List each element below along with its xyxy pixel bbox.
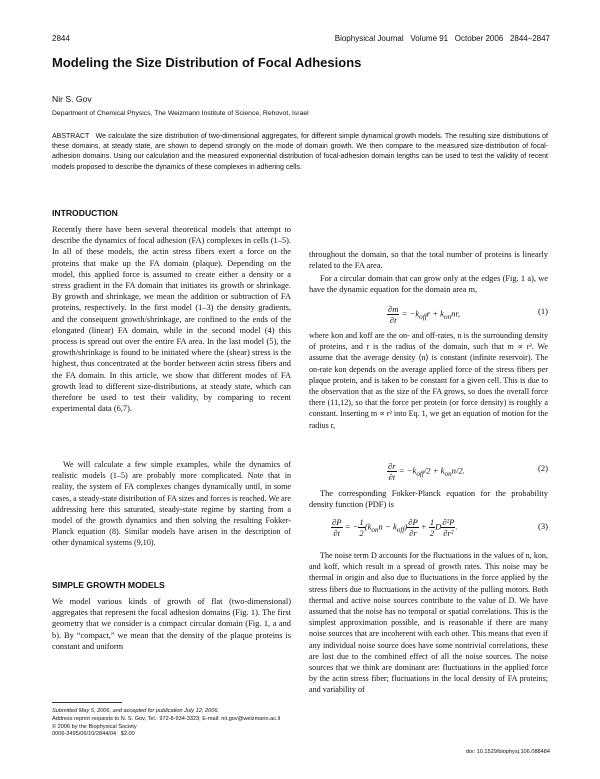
footnote-address: Address reprint requests to N. S. Gov, Tel.: 972-8-934-3323; E-mail: nir.gov@weizmann.ac.il: [52, 715, 281, 722]
footnote-submitted: Submitted May 5, 2006, and accepted for publication July 12, 2006.: [52, 708, 219, 714]
eq3-lhs-numerator: ∂P: [332, 517, 342, 527]
page-number: 2844: [52, 34, 70, 43]
doi: doi: 10.1529/biophysj.106.088484: [466, 749, 550, 755]
eq3-half-den: 2: [359, 528, 364, 538]
right-paragraph-1: throughout the domain, so that the total number of proteins is linearly related to the FA area.: [309, 250, 548, 271]
eq1-rhs-mid: r + k: [426, 308, 444, 319]
simple-growth-models-heading: SIMPLE GROWTH MODELS: [52, 580, 165, 590]
right-paragraph-3: where kon and koff are the on- and off-rates, n is the surrounding density of proteins, and r is the radius of the domain, such that m ∝ r². We assume that the average density ⟨n⟩ is constant (infinite reservoir). The on-rate kon depends on the average applied force of the stress fibers per plaque protein, and is taken to be constant for a given cell. This is due to the observation that as the size of the FA grows, so does the overall force there (11,12), so that the force per protein (or force density) is roughly a constant. Inserting m ∝ r² into Eq. 1, we get an equation of motion for the radius r,: [309, 331, 548, 430]
eq2-sub-on: on: [444, 470, 452, 479]
introduction-heading: INTRODUCTION: [52, 208, 118, 218]
eq3-paren-open: (k: [364, 521, 372, 532]
intro-paragraph-1: Recently there have been several theoretical models that attempt to describe the dynamics of focal adhesion (FA) complexes in cells (1–5). In all of these models, the actin stress fibers exert a force on the proteins that make up the FA domain (plaque). Depending on the model, this applied force is assumed to create either a density or a stress gradient in the FA domain that initiates its growth or shrinkage. By growth and shrinkage, we mean the addition or subtraction of FA proteins, respectively. In the first model (1–3) the density gradients, and the consequent growth/shrinkage, are confined to the ends of the elongated (linear) FA domain, while in the second model (4) this process is spread out over the entire FA area. In the last model (5), the growth/shrinkage is found to be initiated where the (shear) stress is the highest, thus concentrated at the border between actin stress fibers and the FA domain. In this article, we show that different modes of FA growth lead to different size-distributions, at steady state, which can therefore be used to test their validity, by comparing to recent experimental data (6,7).: [52, 225, 291, 414]
eq3-d2-den: ∂r²: [443, 528, 454, 538]
author-affiliation: Department of Chemical Physics, The Weizmann Institute of Science, Rehovot, Israel: [52, 110, 309, 117]
abstract-label: ABSTRACT: [52, 133, 90, 140]
footnote-divider: [52, 702, 122, 703]
eq1-rhs: = −k: [399, 308, 420, 319]
eq2-lhs-numerator: ∂r: [388, 461, 396, 471]
equation-1-number: (1): [537, 306, 548, 316]
right-paragraph-4: The corresponding Fokker-Planck equation for the probability density function (PDF) is: [309, 489, 548, 510]
eq2-sub-off: off: [416, 470, 424, 479]
eq3-d2-num: ∂²P: [442, 517, 455, 527]
eq3-half2-num: 1: [429, 517, 435, 527]
author-name: Nir S. Gov: [52, 94, 92, 104]
eq3-dp-den: ∂r: [409, 528, 417, 538]
eq2-lhs-denominator: ∂t: [388, 472, 396, 482]
eq3-half-num: 1: [359, 517, 364, 527]
eq3-end: .: [455, 521, 458, 532]
eq2-rhs: = −k: [396, 465, 417, 476]
equation-3-number: (3): [537, 521, 548, 531]
eq3-d: D: [435, 521, 442, 532]
eq1-sub-off: off: [419, 313, 427, 322]
eq1-lhs-denominator: ∂t: [389, 315, 397, 325]
eq3-paren-mid: n − k: [378, 521, 397, 532]
growth-paragraph-1: We model various kinds of growth of flat (two-dimensional) aggregates that represent the focal adhesion domains (Fig. 1). The first geometry that we consider is a compact circular domain (Fig. 1, a and b). By “compact,” we mean that the density of the plaque proteins is constant and uniform: [52, 597, 291, 651]
eq3-half2-den: 2: [429, 528, 435, 538]
equation-2: [309, 457, 548, 481]
eq3-lhs-denominator: ∂t: [333, 528, 341, 538]
footnote-copyright: © 2006 by the Biophysical Society: [52, 723, 137, 730]
footnotes: [52, 708, 291, 739]
abstract: [52, 132, 548, 173]
eq2-rhs-mid: /2 + k: [423, 465, 445, 476]
eq1-lhs-numerator: ∂m: [388, 304, 399, 314]
eq1-rhs-end: nr,: [451, 308, 460, 319]
eq3-paren-close: ): [404, 521, 408, 532]
intro-paragraph-2: We will calculate a few simple examples, while the dynamics of realistic models (1–5) are probably more complicated. Note that in reality, the system of FA complexes changes dynamically until, in some cases, a steady-state distribution of FA sizes and forces is reached. We are addressing here this saturated, steady-state regime by starting from a model of the growth dynamics and then solving the resulting Fokker-Planck equation (8). Similar models have arisen in the description of other dynamical systems (9,10).: [52, 460, 291, 548]
eq3-plus: +: [418, 521, 429, 532]
eq3-equals: = −: [342, 521, 359, 532]
equation-2-number: (2): [537, 463, 548, 473]
abstract-text: We calculate the size distribution of two-dimensional aggregates, for different simple dynamical growth models. The resulting size distributions of these domains, at steady state, are shown to depend strongly on the mode of domain growth. We then compare to the measured size-distribution of focal-adhesion domains. Using our calculation and the measured exponential distribution of focal-adhesion domain lengths can be used to test the validity of recent models proposed to describe the dynamics of these complexes in adhering cells.: [52, 133, 548, 171]
eq1-sub-on: on: [444, 313, 452, 322]
eq2-rhs-end: n/2.: [451, 465, 465, 476]
right-paragraph-5: The noise term D accounts for the fluctuations in the values of n, kon, and koff, which result in a spread of growth rates. This noise may be thermal in origin and also due to fluctuations in the force applied by the stress fibers due to fluctuations in the activity of the pulling motors. Both thermal and active noise sources contribute to the value of D. We have assumed that the noise has no temporal or spatial correlations. This is the simplest approximation possible, and is reasonable if there are many noise sources that are incoherent with each other. This means that even if any individual noise source does have some nontrivial correlations, these are lost due to the combined effect of all the noise sources. The noise sources that we think are dominant are: fluctuations in the applied force by the actin stress fiber; fluctuations in the local density of FA proteins; and variability of: [309, 551, 548, 695]
running-head: Biophysical Journal Volume 91 October 2006 2844–2847: [334, 34, 550, 43]
eq3-sub-on: on: [371, 526, 379, 535]
article-title: Modeling the Size Distribution of Focal Adhesions: [52, 55, 362, 70]
footnote-issn: 0006-3495/06/10/2844/04 $2.00: [52, 731, 135, 738]
right-paragraph-2: For a circular domain that can grow only at the edges (Fig. 1 a), we have the dynamic equation for the domain area m,: [309, 274, 548, 295]
eq3-dp-num: ∂P: [408, 517, 418, 527]
eq3-sub-off: off: [396, 526, 405, 535]
equation-3: [309, 513, 548, 541]
equation-1: [309, 300, 548, 324]
